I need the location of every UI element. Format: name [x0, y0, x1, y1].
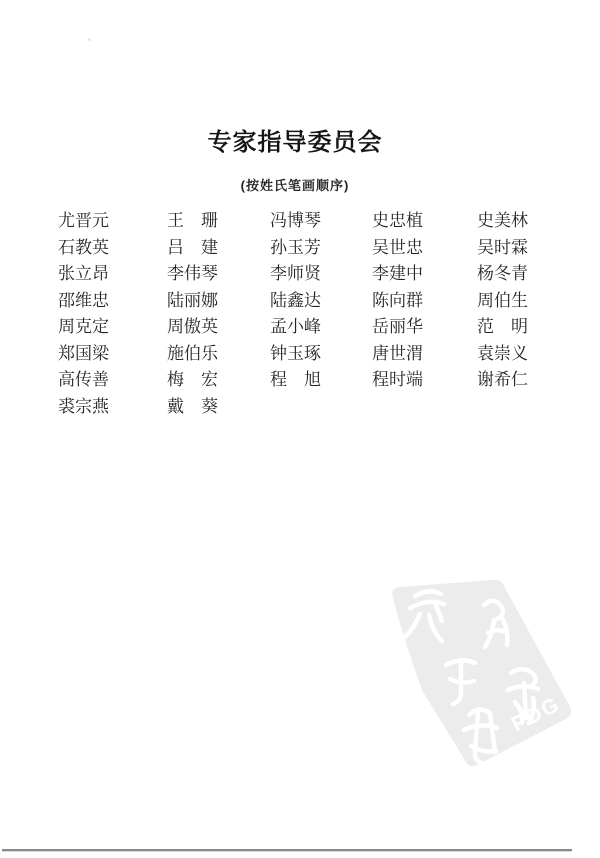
- pdg-watermark: [385, 578, 580, 768]
- committee-member-name: 周克定: [58, 317, 109, 337]
- committee-member-name: 李师贤: [270, 264, 321, 284]
- committee-member-name: 石教英: [58, 237, 109, 258]
- committee-member-name: 谢希仁: [477, 370, 528, 390]
- committee-member-name: 吴时霖: [477, 237, 528, 258]
- committee-member-name: 孙玉芳: [270, 237, 321, 258]
- committee-member-name: 梅 宏: [167, 370, 218, 390]
- committee-column-1: [58, 208, 109, 420]
- committee-member-name: 杨冬青: [477, 264, 528, 284]
- committee-member-name: 李建中: [372, 264, 423, 284]
- committee-member-name: 吕 建: [167, 237, 218, 258]
- committee-member-name: 戴 葵: [167, 396, 218, 417]
- committee-member-name: 郑国梁: [58, 343, 109, 364]
- committee-member-name: 周伯生: [477, 290, 528, 311]
- committee-member-name: 施伯乐: [167, 343, 218, 364]
- committee-member-name: 吴世忠: [372, 237, 423, 258]
- committee-member-name: 邵维忠: [58, 290, 109, 311]
- committee-member-name: 张立昂: [58, 264, 109, 284]
- scan-speck: [88, 38, 91, 41]
- committee-member-name: 陆鑫达: [270, 290, 321, 311]
- committee-column-4: [372, 208, 423, 394]
- page-subtitle: (按姓氏笔画顺序): [240, 178, 350, 193]
- committee-name-grid: [0, 208, 600, 428]
- committee-member-name: 陆丽娜: [167, 290, 218, 311]
- committee-member-name: 裘宗燕: [58, 396, 109, 417]
- committee-member-name: 史忠植: [372, 211, 423, 231]
- committee-member-name: 冯博琴: [270, 211, 321, 231]
- committee-member-name: 高传善: [58, 370, 109, 390]
- committee-member-name: 史美林: [477, 211, 528, 231]
- committee-member-name: 尤晋元: [58, 211, 109, 231]
- watermark-stamp-shape: [392, 580, 571, 767]
- committee-member-name: 李伟琴: [167, 264, 218, 284]
- committee-column-2: [167, 208, 218, 420]
- committee-member-name: 范 明: [477, 317, 528, 337]
- committee-member-name: 袁崇义: [477, 343, 528, 364]
- committee-member-name: 岳丽华: [372, 317, 423, 337]
- committee-member-name: 陈向群: [372, 290, 423, 311]
- watermark-pdg-label: PDG: [507, 692, 565, 737]
- committee-member-name: 钟玉琢: [270, 343, 321, 364]
- page-title: 专家指导委员会: [207, 129, 383, 156]
- committee-member-name: 程 旭: [270, 370, 321, 390]
- committee-column-3: [270, 208, 321, 394]
- committee-member-name: 孟小峰: [270, 317, 321, 337]
- committee-column-5: [477, 208, 528, 394]
- committee-member-name: 程时端: [372, 370, 423, 390]
- page-bottom-scan-edge: [2, 849, 572, 852]
- committee-member-name: 周傲英: [167, 317, 218, 337]
- committee-member-name: 唐世渭: [372, 343, 423, 364]
- committee-member-name: 王 珊: [167, 211, 218, 231]
